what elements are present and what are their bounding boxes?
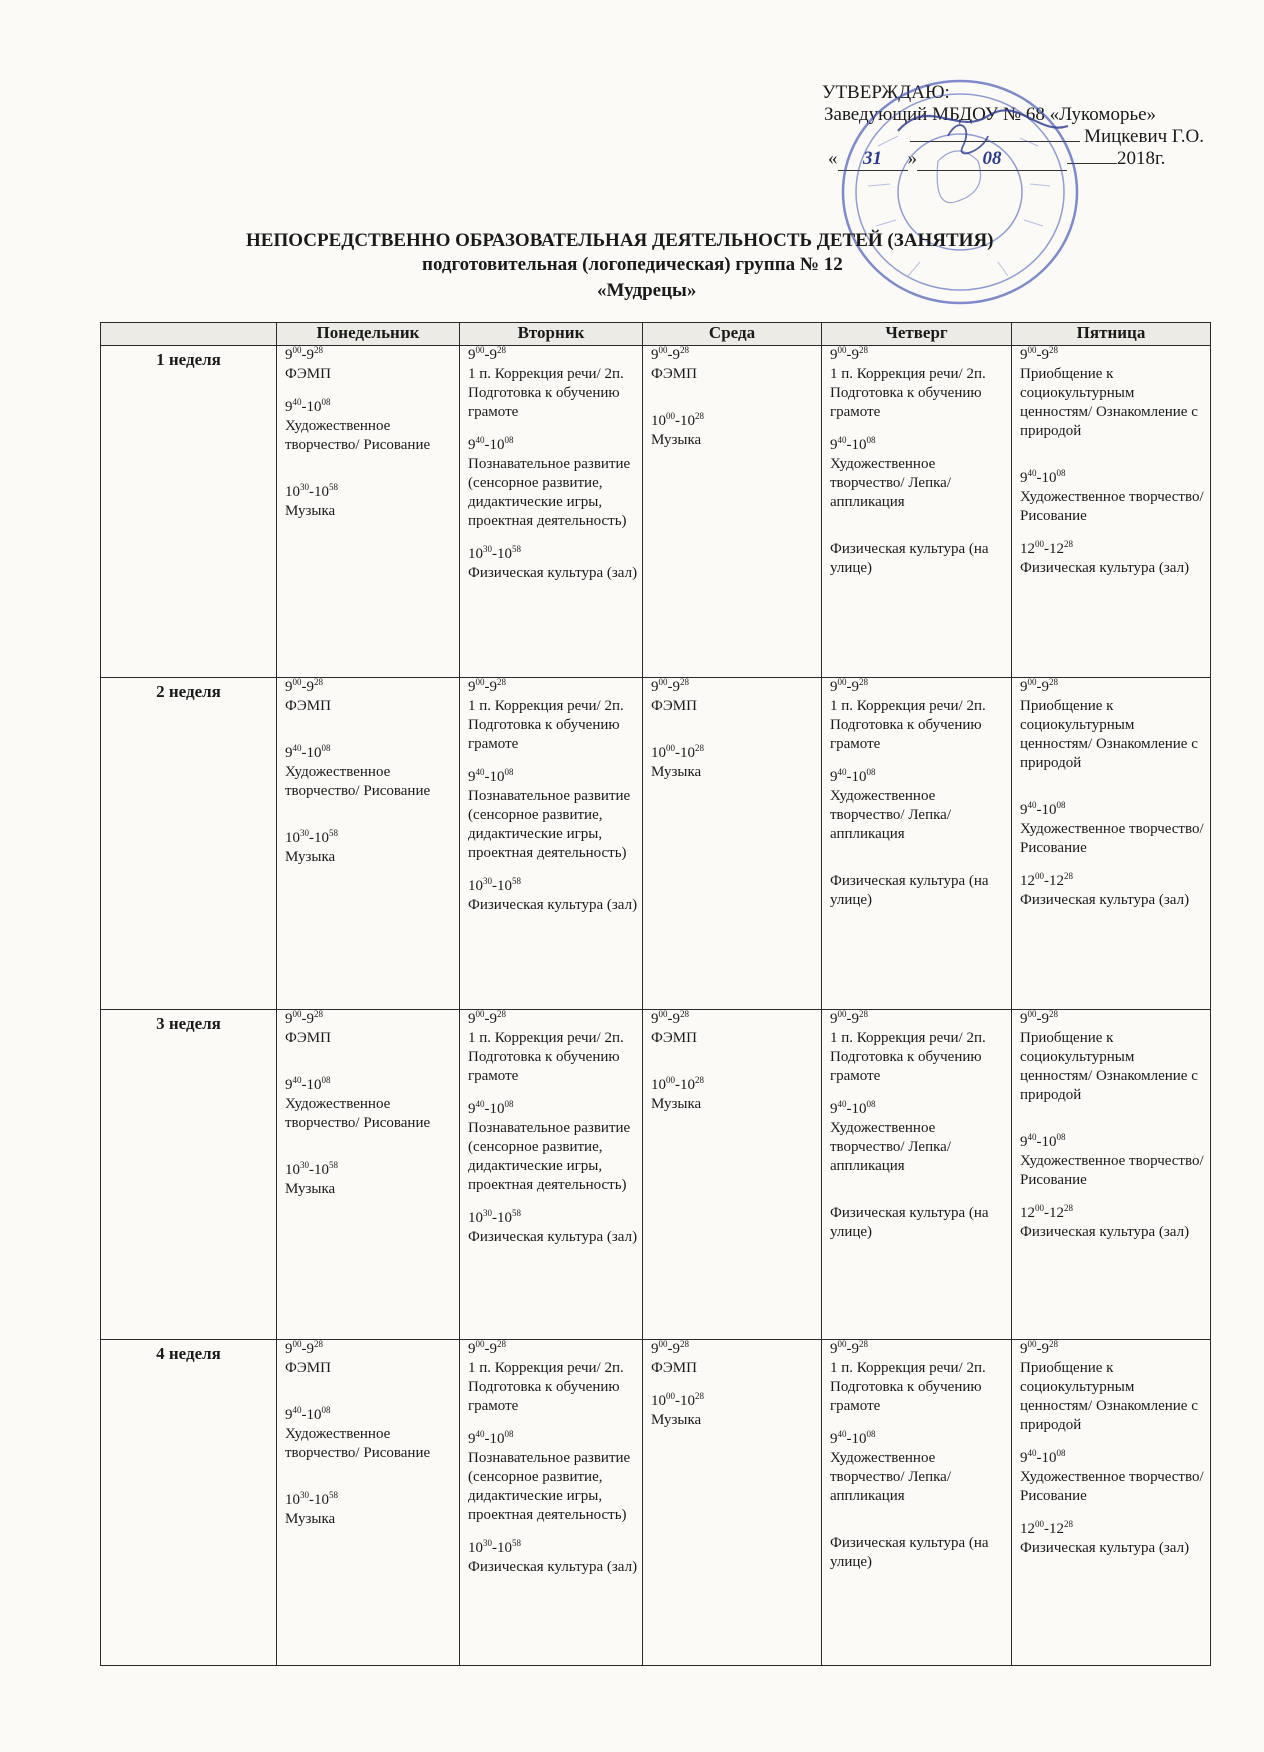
tuesday-cell — [460, 1340, 643, 1666]
week-label: 3 неделя — [101, 1010, 277, 1340]
activity: Физическая культура (зал) — [468, 897, 638, 913]
thursday-cell — [822, 346, 1012, 678]
time-label: $9^{40}-10^{08}$ — [830, 1429, 876, 1447]
activity: Физическая культура (зал) — [468, 1229, 638, 1245]
time-label: $9^{40}-10^{08}$ — [830, 767, 876, 785]
time-label: $12^{00}-12^{28}$ — [1020, 1519, 1073, 1537]
header-thursday: Четверг — [822, 323, 1012, 346]
activity: Художественное творчество/ Рисование — [285, 1096, 431, 1131]
activity: Музыка — [651, 764, 702, 780]
activity: Физическая культура (зал) — [468, 1559, 638, 1575]
monday-cell — [277, 1340, 460, 1666]
activity: Музыка — [285, 1511, 336, 1527]
activity: 1 п. Коррекция речи/ 2п. Подготовка к обучению грамоте — [830, 1030, 986, 1084]
time-label: $9^{40}-10^{08}$ — [830, 435, 876, 453]
header-monday: Понедельник — [277, 323, 460, 346]
friday-cell — [1012, 678, 1211, 1010]
activity: Музыка — [651, 432, 702, 448]
friday-cell — [1012, 1010, 1211, 1340]
time-label: $9^{00}-9^{28}$ — [468, 1009, 506, 1027]
time-label: $10^{00}-10^{28}$ — [651, 411, 704, 429]
time-label: $9^{00}-9^{28}$ — [830, 345, 868, 363]
time-label: $10^{00}-10^{28}$ — [651, 1075, 704, 1093]
time-label: $9^{00}-9^{28}$ — [651, 1009, 689, 1027]
activity: Музыка — [651, 1412, 702, 1428]
activity: Физическая культура (зал) — [1020, 892, 1190, 908]
tuesday-cell — [460, 678, 643, 1010]
activity: Физическая культура (на улице) — [830, 1205, 989, 1240]
wednesday-cell — [643, 1010, 822, 1340]
activity: Приобщение к социокультурным ценностям/ Ознакомление с природой — [1020, 366, 1198, 439]
activity: Познавательное развитие (сенсорное развитие, дидактические игры, проектная деятельность) — [468, 788, 631, 861]
activity: ФЭМП — [651, 1030, 697, 1046]
approval-signer-name: Мицкевич Г.О. — [1084, 126, 1204, 147]
week-label: 1 неделя — [101, 346, 277, 678]
time-label: $9^{40}-10^{08}$ — [468, 435, 514, 453]
activity: Физическая культура (на улице) — [830, 541, 989, 576]
wednesday-cell — [643, 346, 822, 678]
activity: Художественное творчество/ Рисование — [285, 1426, 431, 1461]
table-row — [101, 1010, 1211, 1340]
time-label: $10^{30}-10^{58}$ — [468, 544, 521, 562]
friday-cell — [1012, 1340, 1211, 1666]
time-label: $9^{00}-9^{28}$ — [285, 1009, 323, 1027]
activity: 1 п. Коррекция речи/ 2п. Подготовка к обучению грамоте — [468, 366, 624, 420]
activity: Физическая культура (зал) — [1020, 560, 1190, 576]
time-label: $9^{00}-9^{28}$ — [830, 1339, 868, 1357]
document-title: НЕПОСРЕДСТВЕННО ОБРАЗОВАТЕЛЬНАЯ ДЕЯТЕЛЬНОСТЬ ДЕТЕЙ (ЗАНЯТИЯ) — [246, 230, 994, 251]
time-label: $10^{30}-10^{58}$ — [468, 1538, 521, 1556]
time-label: $9^{40}-10^{08}$ — [285, 743, 331, 761]
time-label: $9^{00}-9^{28}$ — [1020, 345, 1058, 363]
time-label: $10^{30}-10^{58}$ — [468, 876, 521, 894]
activity: ФЭМП — [285, 698, 331, 714]
date-month-value: 08 — [982, 148, 1002, 169]
time-label: $10^{30}-10^{58}$ — [285, 482, 338, 500]
approval-title: УТВЕРЖДАЮ: — [822, 82, 950, 103]
activity: ФЭМП — [651, 366, 697, 382]
monday-cell — [277, 346, 460, 678]
header-friday: Пятница — [1012, 323, 1211, 346]
time-label: $12^{00}-12^{28}$ — [1020, 539, 1073, 557]
group-name: «Мудрецы» — [597, 280, 697, 301]
time-label: $10^{00}-10^{28}$ — [651, 743, 704, 761]
activity: Художественное творчество/ Рисование — [285, 418, 431, 453]
time-label: $9^{00}-9^{28}$ — [651, 345, 689, 363]
table-row — [101, 1340, 1211, 1666]
time-label: $9^{00}-9^{28}$ — [1020, 677, 1058, 695]
thursday-cell — [822, 1010, 1012, 1340]
activity: Физическая культура (зал) — [468, 565, 638, 581]
time-label: $9^{00}-9^{28}$ — [830, 1009, 868, 1027]
time-label: $9^{00}-9^{28}$ — [830, 677, 868, 695]
time-label: $12^{00}-12^{28}$ — [1020, 1203, 1073, 1221]
time-label: $10^{30}-10^{58}$ — [285, 828, 338, 846]
time-label: $9^{00}-9^{28}$ — [285, 345, 323, 363]
time-label: $9^{40}-10^{08}$ — [830, 1099, 876, 1117]
activity: ФЭМП — [651, 698, 697, 714]
activity: Музыка — [285, 503, 336, 519]
activity: Музыка — [285, 1181, 336, 1197]
wednesday-cell — [643, 1340, 822, 1666]
activity: Художественное творчество/ Рисование — [1020, 821, 1204, 856]
activity: ФЭМП — [651, 1360, 697, 1376]
activity: ФЭМП — [285, 1030, 331, 1046]
table-row — [101, 678, 1211, 1010]
approval-position: Заведующий МБДОУ № 68 «Лукоморье» — [824, 104, 1157, 125]
activity: Приобщение к социокультурным ценностям/ Ознакомление с природой — [1020, 1030, 1198, 1103]
time-label: $9^{40}-10^{08}$ — [285, 1075, 331, 1093]
thursday-cell — [822, 1340, 1012, 1666]
time-label: $9^{40}-10^{08}$ — [285, 397, 331, 415]
time-label: $9^{00}-9^{28}$ — [285, 677, 323, 695]
header-tuesday: Вторник — [460, 323, 643, 346]
time-label: $12^{00}-12^{28}$ — [1020, 871, 1073, 889]
time-label: $9^{00}-9^{28}$ — [468, 345, 506, 363]
tuesday-cell — [460, 1010, 643, 1340]
thursday-cell — [822, 678, 1012, 1010]
time-label: $9^{00}-9^{28}$ — [1020, 1339, 1058, 1357]
week-label: 2 неделя — [101, 678, 277, 1010]
activity: Художественное творчество/ Лепка/аппликация — [830, 788, 951, 842]
time-label: $9^{00}-9^{28}$ — [1020, 1009, 1058, 1027]
activity: Познавательное развитие (сенсорное развитие, дидактические игры, проектная деятельность) — [468, 1450, 631, 1523]
header-row — [101, 323, 1211, 346]
activity: ФЭМП — [285, 1360, 331, 1376]
time-label: $9^{40}-10^{08}$ — [1020, 1448, 1066, 1466]
schedule-table — [100, 322, 1211, 1666]
time-label: $9^{40}-10^{08}$ — [468, 1099, 514, 1117]
time-label: $9^{40}-10^{08}$ — [468, 767, 514, 785]
time-label: $10^{30}-10^{58}$ — [285, 1160, 338, 1178]
time-label: $9^{00}-9^{28}$ — [468, 677, 506, 695]
activity: 1 п. Коррекция речи/ 2п. Подготовка к обучению грамоте — [468, 1360, 624, 1414]
monday-cell — [277, 678, 460, 1010]
time-label: $10^{00}-10^{28}$ — [651, 1391, 704, 1409]
time-label: $9^{40}-10^{08}$ — [285, 1405, 331, 1423]
friday-cell — [1012, 346, 1211, 678]
time-label: $9^{40}-10^{08}$ — [468, 1429, 514, 1447]
time-label: $9^{40}-10^{08}$ — [1020, 800, 1066, 818]
time-label: $9^{40}-10^{08}$ — [1020, 468, 1066, 486]
activity: Приобщение к социокультурным ценностям/ Ознакомление с природой — [1020, 1360, 1198, 1433]
date-open-quote: « — [828, 148, 838, 169]
wednesday-cell — [643, 678, 822, 1010]
week-label: 4 неделя — [101, 1340, 277, 1666]
time-label: $9^{00}-9^{28}$ — [651, 1339, 689, 1357]
activity: Художественное творчество/ Рисование — [1020, 489, 1204, 524]
activity: Художественное творчество/ Лепка/аппликация — [830, 1120, 951, 1174]
time-label: $9^{00}-9^{28}$ — [651, 677, 689, 695]
header-wednesday: Среда — [643, 323, 822, 346]
group-subtitle: подготовительная (логопедическая) группа № 12 — [422, 254, 843, 275]
time-label: $9^{40}-10^{08}$ — [1020, 1132, 1066, 1150]
activity: Музыка — [285, 849, 336, 865]
activity: Познавательное развитие (сенсорное развитие, дидактические игры, проектная деятельность) — [468, 1120, 631, 1193]
date-close-quote: » — [907, 148, 917, 169]
time-label: $9^{00}-9^{28}$ — [468, 1339, 506, 1357]
activity: 1 п. Коррекция речи/ 2п. Подготовка к обучению грамоте — [830, 366, 986, 420]
activity: Познавательное развитие (сенсорное развитие, дидактические игры, проектная деятельность) — [468, 456, 631, 529]
activity: 1 п. Коррекция речи/ 2п. Подготовка к обучению грамоте — [830, 698, 986, 752]
activity: Художественное творчество/ Лепка/аппликация — [830, 1450, 951, 1504]
activity: Художественное творчество/ Рисование — [1020, 1153, 1204, 1188]
tuesday-cell — [460, 346, 643, 678]
monday-cell — [277, 1010, 460, 1340]
activity: Художественное творчество/ Рисование — [1020, 1469, 1204, 1504]
date-year: 2018г. — [1117, 148, 1166, 169]
activity: Художественное творчество/ Лепка/аппликация — [830, 456, 951, 510]
activity: Музыка — [651, 1096, 702, 1112]
table-row — [101, 346, 1211, 678]
activity: Художественное творчество/ Рисование — [285, 764, 431, 799]
time-label: $9^{00}-9^{28}$ — [285, 1339, 323, 1357]
activity: Приобщение к социокультурным ценностям/ Ознакомление с природой — [1020, 698, 1198, 771]
activity: ФЭМП — [285, 366, 331, 382]
date-day-value: 31 — [863, 148, 882, 169]
activity: 1 п. Коррекция речи/ 2п. Подготовка к обучению грамоте — [468, 1030, 624, 1084]
activity: 1 п. Коррекция речи/ 2п. Подготовка к обучению грамоте — [468, 698, 624, 752]
seal-stamp-icon — [838, 76, 1082, 308]
header-corner — [101, 323, 277, 346]
time-label: $10^{30}-10^{58}$ — [468, 1208, 521, 1226]
activity: Физическая культура (на улице) — [830, 1535, 989, 1570]
activity: Физическая культура (зал) — [1020, 1224, 1190, 1240]
time-label: $10^{30}-10^{58}$ — [285, 1490, 338, 1508]
activity: 1 п. Коррекция речи/ 2п. Подготовка к обучению грамоте — [830, 1360, 986, 1414]
activity: Физическая культура (на улице) — [830, 873, 989, 908]
activity: Физическая культура (зал) — [1020, 1540, 1190, 1556]
